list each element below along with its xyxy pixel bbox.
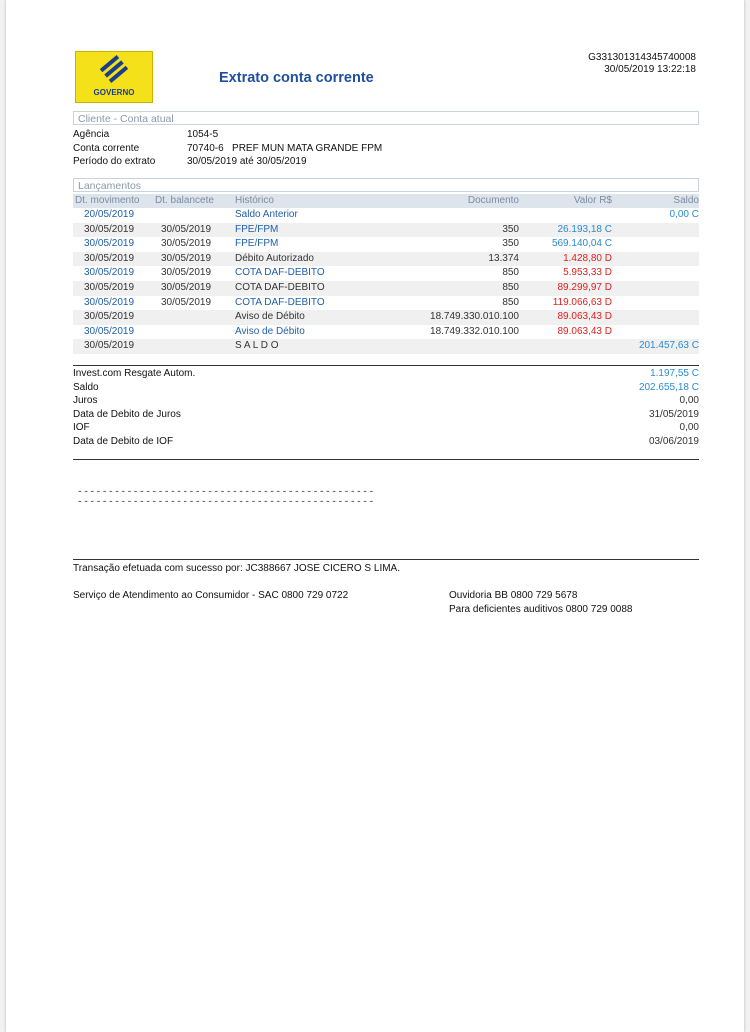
cell-dt-balancete: 30/05/2019 xyxy=(161,252,212,264)
lancamentos-section-header: Lançamentos xyxy=(73,178,699,192)
col-saldo: Saldo xyxy=(673,195,699,206)
cell-historico: S A L D O xyxy=(235,340,279,352)
divider xyxy=(73,459,699,460)
cell-dt-movimento: 30/05/2019 xyxy=(84,340,135,352)
summary-label: Invest.com Resgate Autom. xyxy=(73,368,196,379)
cell-valor: 5.953,33 D xyxy=(563,267,612,279)
cell-valor: 89.063,43 D xyxy=(557,325,612,337)
cell-dt-movimento: 30/05/2019 xyxy=(84,296,135,308)
sac-info: Serviço de Atendimento ao Consumidor - SAC 0800 729 0722 xyxy=(73,590,349,601)
col-valor: Valor R$ xyxy=(573,195,612,206)
table-row xyxy=(73,310,699,325)
col-historico: Histórico xyxy=(235,195,274,206)
conta-value: 70740-6 PREF MUN MATA GRANDE FPM xyxy=(187,143,383,154)
table-header xyxy=(73,194,699,208)
summary-value: 31/05/2019 xyxy=(648,408,699,420)
cell-dt-movimento: 20/05/2019 xyxy=(84,209,135,220)
table-row xyxy=(73,223,699,238)
col-dt-balancete: Dt. balancete xyxy=(155,195,214,206)
cell-historico: FPE/FPM xyxy=(235,223,279,235)
bank-logo-icon xyxy=(76,52,152,88)
summary-label: Saldo xyxy=(73,381,99,393)
periodo-value: 30/05/2019 até 30/05/2019 xyxy=(187,156,307,167)
table-row xyxy=(73,281,699,296)
summary-value: 0,00 xyxy=(679,422,699,434)
summary-label: Data de Debito de IOF xyxy=(73,436,174,447)
cell-valor: 1.428,80 D xyxy=(563,252,612,264)
cell-historico: COTA DAF-DEBITO xyxy=(235,296,325,308)
cell-documento: 350 xyxy=(502,238,519,250)
deficientes-info: Para deficientes auditivos 0800 729 0088 xyxy=(449,604,633,615)
agencia-label: Agência xyxy=(73,129,110,140)
cell-documento: 850 xyxy=(502,296,519,308)
dash-line: ------------------------------------------------ xyxy=(77,496,375,507)
table-row xyxy=(73,325,699,340)
cell-documento: 18.749.330.010.100 xyxy=(430,311,519,323)
cell-historico: Débito Autorizado xyxy=(235,252,314,264)
cell-dt-balancete: 30/05/2019 xyxy=(161,223,212,235)
cell-valor: 119.066,63 D xyxy=(552,296,612,308)
cell-historico: FPE/FPM xyxy=(235,238,279,250)
summary-value: 0,00 xyxy=(679,395,699,407)
cell-valor: 26.193,18 C xyxy=(557,223,612,235)
table-row xyxy=(73,237,699,252)
cell-dt-balancete: 30/05/2019 xyxy=(161,267,212,279)
summary-value: 1.197,55 C xyxy=(650,368,699,379)
document-datetime: 30/05/2019 13:22:18 xyxy=(604,64,696,75)
cell-dt-movimento: 30/05/2019 xyxy=(84,311,135,323)
cell-saldo: 201.457,63 C xyxy=(638,340,699,352)
col-dt-movimento: Dt. movimento xyxy=(75,195,140,206)
document-code: G331301314345740008 xyxy=(588,52,696,63)
cell-historico: Aviso de Débito xyxy=(235,325,305,337)
agencia-value: 1054-5 xyxy=(187,129,219,140)
table-row xyxy=(73,208,699,223)
periodo-label: Período do extrato xyxy=(73,156,156,167)
cell-valor: 89.063,43 D xyxy=(557,311,612,323)
cell-documento: 850 xyxy=(502,267,519,279)
statement-page xyxy=(6,0,744,1032)
transaction-info: Transação efetuada com sucesso por: JC388667 JOSE CICERO S LIMA. xyxy=(73,563,401,574)
cell-dt-balancete: 30/05/2019 xyxy=(161,296,212,308)
client-section-header: Cliente - Conta atual xyxy=(73,111,699,125)
table-row xyxy=(73,339,699,354)
cell-dt-movimento: 30/05/2019 xyxy=(84,238,135,250)
cell-valor: 569.140,04 C xyxy=(551,238,612,250)
table-row xyxy=(73,296,699,311)
summary-label: Juros xyxy=(73,395,98,407)
bank-logo xyxy=(75,51,153,103)
cell-historico: Saldo Anterior xyxy=(235,209,298,220)
cell-historico: COTA DAF-DEBITO xyxy=(235,282,325,293)
cell-dt-movimento: 30/05/2019 xyxy=(84,223,135,235)
conta-label: Conta corrente xyxy=(73,143,140,154)
col-documento: Documento xyxy=(467,195,519,206)
cell-documento: 350 xyxy=(502,223,519,235)
logo-text: GOVERNO xyxy=(93,88,135,97)
cell-documento: 850 xyxy=(502,282,519,293)
cell-valor: 89.299,97 D xyxy=(557,282,612,293)
cell-dt-balancete: 30/05/2019 xyxy=(161,238,212,250)
table-row xyxy=(73,252,699,267)
document-header-info xyxy=(588,52,696,76)
ouvidoria-info: Ouvidoria BB 0800 729 5678 xyxy=(449,590,578,601)
cell-dt-movimento: 30/05/2019 xyxy=(84,282,135,293)
cell-dt-movimento: 30/05/2019 xyxy=(84,325,135,337)
dash-line: ------------------------------------------------ xyxy=(77,486,375,497)
divider xyxy=(73,365,699,366)
summary-label: Data de Debito de Juros xyxy=(73,408,181,420)
summary-label: IOF xyxy=(73,422,90,434)
cell-documento: 18.749.332.010.100 xyxy=(430,325,519,337)
table-row xyxy=(73,266,699,281)
cell-documento: 13.374 xyxy=(488,252,519,264)
summary-value: 03/06/2019 xyxy=(648,436,699,447)
divider xyxy=(73,559,699,560)
page-title: Extrato conta corrente xyxy=(219,70,374,86)
cell-dt-balancete: 30/05/2019 xyxy=(161,282,212,293)
cell-historico: Aviso de Débito xyxy=(235,311,305,323)
cell-saldo: 0,00 C xyxy=(669,209,699,220)
cell-dt-movimento: 30/05/2019 xyxy=(84,267,135,279)
cell-dt-movimento: 30/05/2019 xyxy=(84,252,135,264)
summary-value: 202.655,18 C xyxy=(638,381,699,393)
cell-historico: COTA DAF-DEBITO xyxy=(235,267,325,279)
